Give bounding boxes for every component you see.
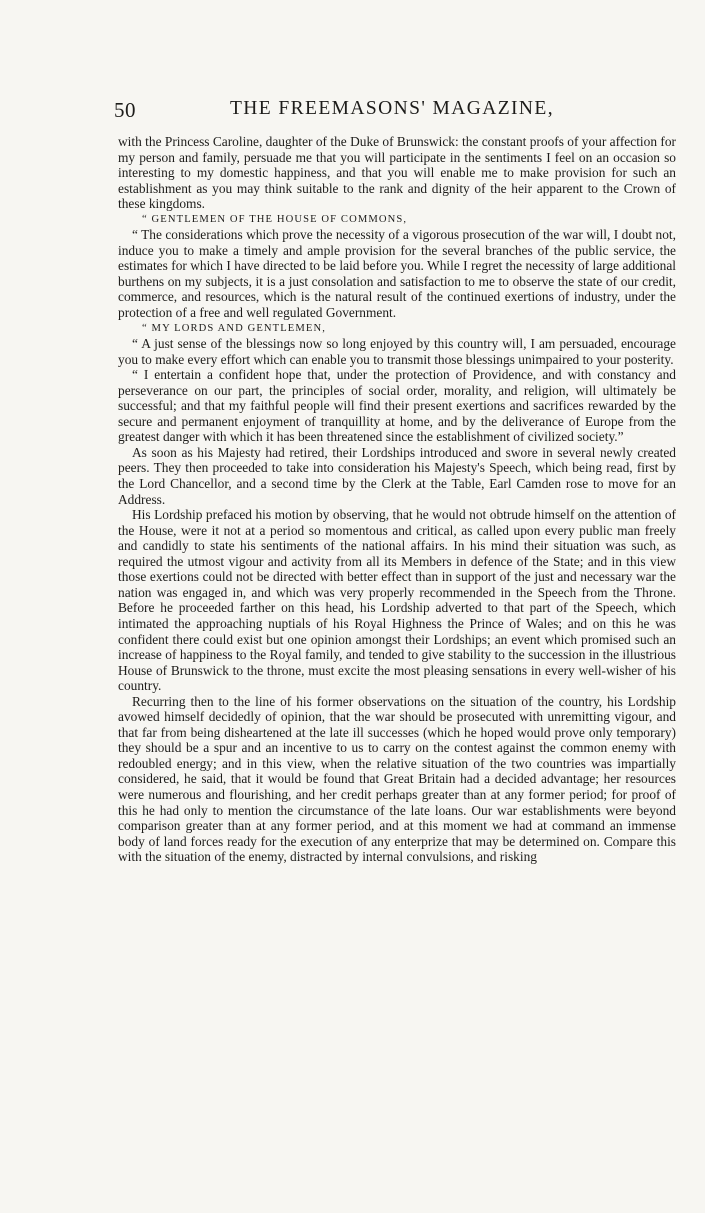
journal-title: THE FREEMASONS' MAGAZINE,	[230, 98, 554, 119]
page-number: 50	[114, 98, 136, 122]
running-head	[114, 98, 676, 126]
paragraph: As soon as his Majesty had retired, their Lordships introduced and swore in several newly created peers. They then proceeded to take into consideration his Majesty's Speech, which being read, first by the Lord Chancellor, and a second time by the Clerk at the Table, Earl Camden rose to move for an Address.	[118, 444, 676, 507]
paragraph: “ The considerations which prove the necessity of a vigorous prosecution of the war will, I doubt not, induce you to make a timely and ample provision for the several branches of the public service, the estimates for which I have directed to be laid before you. While I regret the necessity of large additional burthens on my subjects, it is a just consolation and satisfaction to me to observe the state of our credit, commerce, and resources, which is the natural result of the continued exertions of industry, under the protection of a free and well regulated Government.	[118, 227, 676, 321]
paragraph: “ A just sense of the blessings now so long enjoyed by this country will, I am persuaded, encourage you to make every effort which can enable you to transmit those blessings unimpaired to your posterity.	[118, 336, 676, 367]
paragraph: with the Princess Caroline, daughter of the Duke of Brunswick: the constant proofs of your affection for my person and family, persuade me that you will participate in the sentiments I feel on an occasion so interesting to my domestic happiness, and that you will enable me to make provision for such an establishment as you may think suitable to the rank and dignity of the heir apparent to the Crown of these kingdoms.	[118, 134, 676, 212]
paragraph: His Lordship prefaced his motion by observing, that he would not obtrude himself on the attention of the House, were it not at a period so momentous and critical, as called upon every public man freely and candidly to state his sentiments of the national affairs. In his mind their situation was such, as required the utmost vigour and activity from all its Members in defence of the State; and in this view those exertions could not be directed with better effect than in support of the just and necessary war the nation was engaged in, and which was very properly recommended in the Speech from the Throne. Before he proceeded farther on this head, his Lordship adverted to that part of the Speech, which intimated the approaching nuptials of his Royal Highness the Prince of Wales; and on this he was confident there could exist but one opinion amongst their Lordships; an event which promised such an increase of happiness to the Royal family, and tended to give stability to the succession in the illustrious House of Brunswick to the throne, must excite the most pleasing sensations in every well-wisher of his country.	[118, 507, 676, 694]
address-heading: “ GENTLEMEN OF THE HOUSE OF COMMONS,	[142, 213, 408, 225]
paragraph: Recurring then to the line of his former observations on the situation of the country, his Lordship avowed himself decidedly of opinion, that the war should be prosecuted with unremitting vigour, and that far from being disheartened at the late ill successes (which he hoped would prove only temporary) they should be a spur and an incentive to us to carry on the contest against the common enemy with redoubled energy; and in this view, when the relative situation of the two countries was impartially considered, he said, that it would be found that Great Britain had a decided advantage; her resources were numerous and flourishing, and her credit perhaps greater than at any former period; for proof of this he had only to mention the circumstance of the late loans. Our war establishments were beyond comparison greater than at any former period, and at this moment we had at command an immense body of land forces ready for the execution of any enterprize that may be determined on. Compare this with the situation of the enemy, distracted by internal convulsions, and risking	[118, 693, 676, 865]
article-body	[118, 134, 676, 865]
page	[114, 98, 676, 865]
paragraph: “ I entertain a confident hope that, under the protection of Providence, and with constancy and perseverance on our part, the principles of social order, morality, and religion, will ultimately be successful; and that my faithful people will find their present exertions and sacrifices rewarded by the secure and permanent enjoyment of tranquillity at home, and by the deliverance of Europe from the greatest danger with which it has been threatened since the establishment of civilized society.”	[118, 367, 676, 445]
address-heading: “ MY LORDS AND GENTLEMEN,	[142, 322, 326, 334]
